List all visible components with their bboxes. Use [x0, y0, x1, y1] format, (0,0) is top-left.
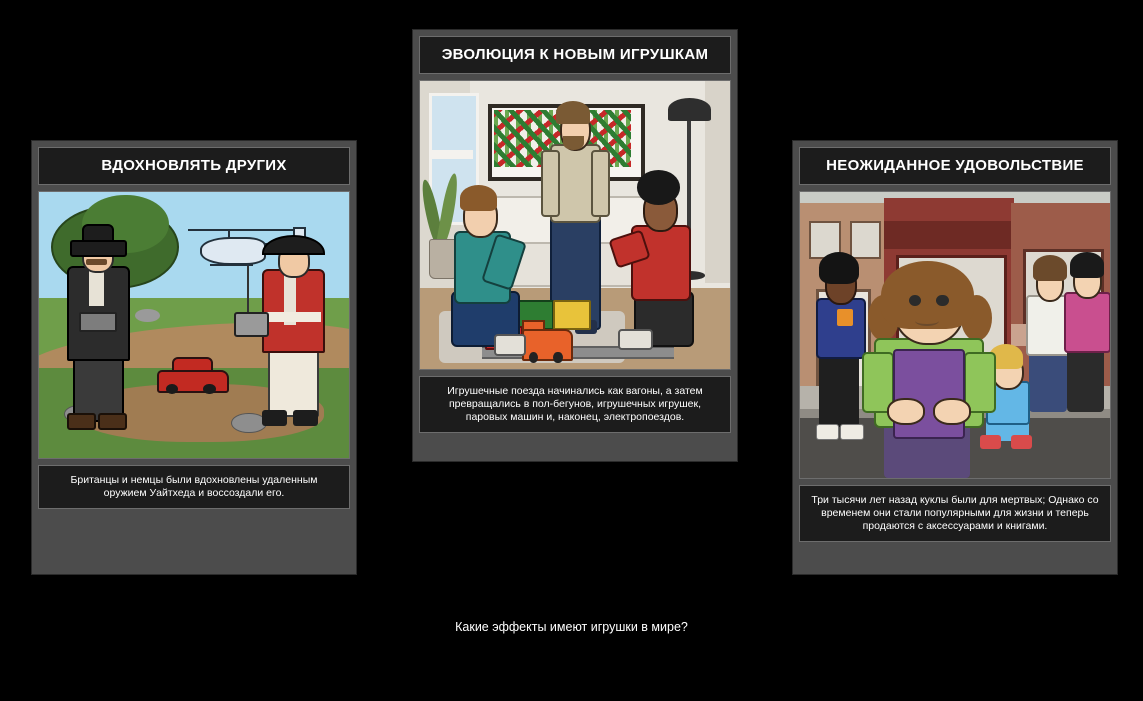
- girl-apron: [893, 349, 965, 439]
- boy-shoe: [494, 334, 526, 355]
- inventor-legs: [73, 354, 124, 422]
- girl-shoe: [618, 329, 653, 350]
- cell-inner: [799, 147, 1111, 542]
- toy-train-car-yellow: [553, 300, 591, 330]
- living-room-train-scene[interactable]: [419, 80, 731, 370]
- cell-caption-left: Британцы и немцы были вдохновлены удаленным оружием Уайтхеда и воссоздали его.: [38, 465, 350, 509]
- remote-controller: [234, 312, 269, 337]
- window-mullion: [429, 150, 472, 159]
- bowler-hat-brim: [70, 240, 127, 257]
- antenna: [247, 266, 249, 314]
- inventor-shoe: [98, 413, 127, 430]
- bystander-top: [816, 298, 867, 359]
- soldier-shoe: [293, 410, 318, 426]
- cell-inner: [419, 36, 731, 433]
- man-hair: [556, 101, 590, 124]
- man-arm: [591, 150, 611, 217]
- toy-train-wheel: [553, 352, 562, 364]
- bystander-hair: [819, 252, 859, 283]
- shopper-hair: [1070, 252, 1104, 278]
- inventor-shoe: [67, 413, 96, 430]
- girl-hand: [887, 398, 925, 425]
- storyboard-question: Какие эффекты имеют игрушки в мире?: [455, 620, 688, 634]
- cell-caption-right: Три тысячи лет назад куклы были для мертвых; Однако со временем они стали популярными для жизни и теперь продаются с аксессуарами и книгами.: [799, 485, 1111, 542]
- doll-shoe: [1011, 435, 1033, 449]
- building-window: [850, 221, 882, 259]
- shopper-legs: [1029, 349, 1066, 412]
- storyboard-cell-right[interactable]: [792, 140, 1118, 575]
- boy-hair: [460, 185, 497, 211]
- girl-smile: [915, 315, 940, 326]
- scene-layers: [800, 192, 1110, 478]
- bystander-legs: [819, 352, 859, 426]
- helicopter-body: [200, 237, 266, 265]
- storyboard-cell-left[interactable]: [31, 140, 357, 575]
- shopper-top: [1064, 292, 1111, 353]
- man-arm: [541, 150, 561, 217]
- bystander-shoe: [840, 424, 864, 440]
- cell-caption-center: Игрушечные поезда начинались как вагоны, а затем превращались в пол-бегунов, игрушечных игрушек, паровых машин и, наконец, электропоездов.: [419, 376, 731, 433]
- soldier-belt: [262, 312, 321, 323]
- bystander-bag: [837, 309, 853, 326]
- helicopter-rotor: [188, 229, 293, 231]
- girl-eye: [936, 295, 948, 306]
- storyboard-cell-center[interactable]: [412, 29, 738, 462]
- soldier-shoe: [262, 410, 287, 426]
- scene-layers: [39, 192, 349, 458]
- shopper-legs: [1067, 346, 1104, 412]
- scene-layers: [420, 81, 730, 369]
- park-inventors-scene[interactable]: [38, 191, 350, 459]
- cell-title-center: ЭВОЛЮЦИЯ К НОВЫМ ИГРУШКАМ: [419, 36, 731, 74]
- inventor-moustache: [86, 259, 108, 266]
- girl-hair: [637, 170, 680, 205]
- cell-inner: [38, 147, 350, 509]
- cell-title-left: ВДОХНОВЛЯТЬ ДРУГИХ: [38, 147, 350, 185]
- shopper-hair: [1033, 255, 1067, 281]
- bystander-shoe: [816, 424, 840, 440]
- street-dolls-scene[interactable]: [799, 191, 1111, 479]
- remote-control-box: [79, 312, 117, 332]
- inventor-shirt: [89, 269, 105, 306]
- soldier-legs: [268, 344, 319, 417]
- floor-lamp-shade: [668, 98, 711, 121]
- cell-title-right: НЕОЖИДАННОЕ УДОВОЛЬСТВИЕ: [799, 147, 1111, 185]
- storefront-banner: [884, 221, 1014, 250]
- doll-shoe: [980, 435, 1002, 449]
- girl-hand: [933, 398, 971, 425]
- toy-car-wheel: [203, 384, 215, 395]
- toy-train-wheel: [529, 352, 538, 364]
